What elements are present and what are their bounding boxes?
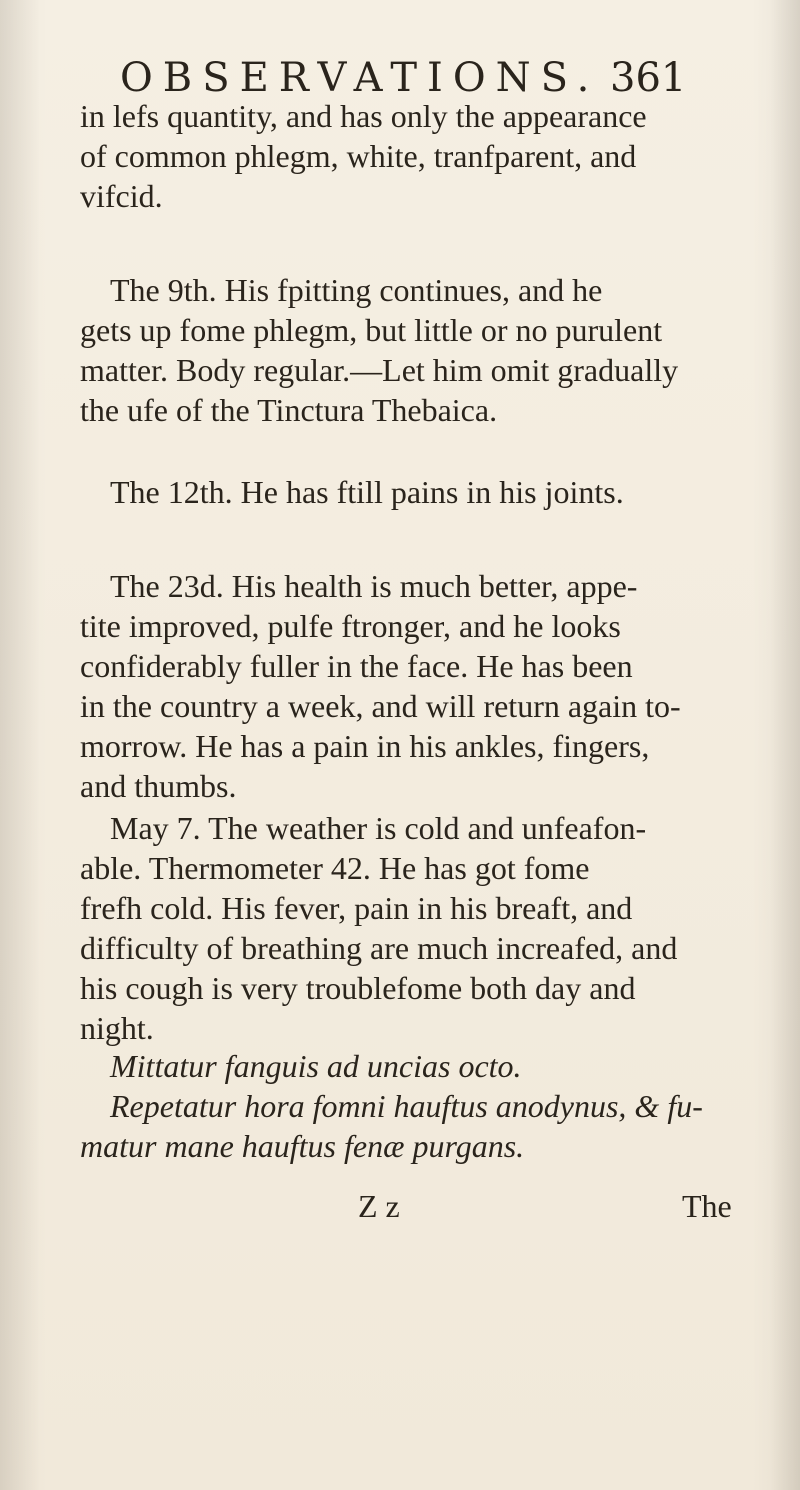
text-line: difficulty of breathing are much increafed, and	[80, 930, 678, 966]
paragraph-may-7	[80, 808, 740, 1048]
text-line: matur mane hauftus fenæ purgans.	[80, 1128, 525, 1164]
text-line: frefh cold. His fever, pain in his breaft, and	[80, 890, 633, 926]
text-line: Mittatur fanguis ad uncias octo.	[110, 1048, 522, 1084]
text-line: able. Thermometer 42. He has got fome	[80, 850, 590, 886]
gutter-shadow	[0, 0, 40, 1490]
text-line: tite improved, pulfe ftronger, and he looks	[80, 608, 621, 644]
text-line: vifcid.	[80, 178, 163, 214]
signature-mark: Z z	[358, 1188, 400, 1224]
text-line: The 12th. He has ftill pains in his joints.	[110, 474, 624, 510]
prescription-text	[80, 1046, 740, 1166]
text-line: The 9th. His fpitting continues, and he	[110, 272, 603, 308]
page-footer	[0, 1188, 800, 1232]
catchword: The	[682, 1188, 732, 1224]
paragraph-continuation	[80, 96, 740, 216]
text-line: of common phlegm, white, tranfparent, and	[80, 138, 637, 174]
text-line: in lefs quantity, and has only the appearance	[80, 98, 647, 134]
text-line: Repetatur hora fomni hauftus anodynus, & fu-	[110, 1088, 703, 1124]
text-line: his cough is very troublefome both day and	[80, 970, 636, 1006]
paragraph-23d	[80, 566, 740, 806]
text-line: The 23d. His health is much better, appe-	[110, 568, 638, 604]
page-number: 361	[610, 55, 687, 101]
text-line: and thumbs.	[80, 768, 237, 804]
text-line: the ufe of the Tinctura Thebaica.	[80, 392, 498, 428]
text-line: night.	[80, 1010, 154, 1046]
running-head-title: OBSERVATIONS.	[120, 55, 600, 101]
paragraph-9th	[80, 270, 740, 430]
text-line: gets up fome phlegm, but little or no purulent	[80, 312, 663, 348]
page-edge-shadow	[770, 0, 800, 1490]
text-line: confiderably fuller in the face. He has been	[80, 648, 633, 684]
text-line: matter. Body regular.—Let him omit gradually	[80, 352, 679, 388]
text-line: in the country a week, and will return again to-	[80, 688, 681, 724]
paragraph-12th	[80, 472, 740, 512]
text-line: morrow. He has a pain in his ankles, fingers,	[80, 728, 650, 764]
text-line: May 7. The weather is cold and unfeafon-	[110, 810, 647, 846]
